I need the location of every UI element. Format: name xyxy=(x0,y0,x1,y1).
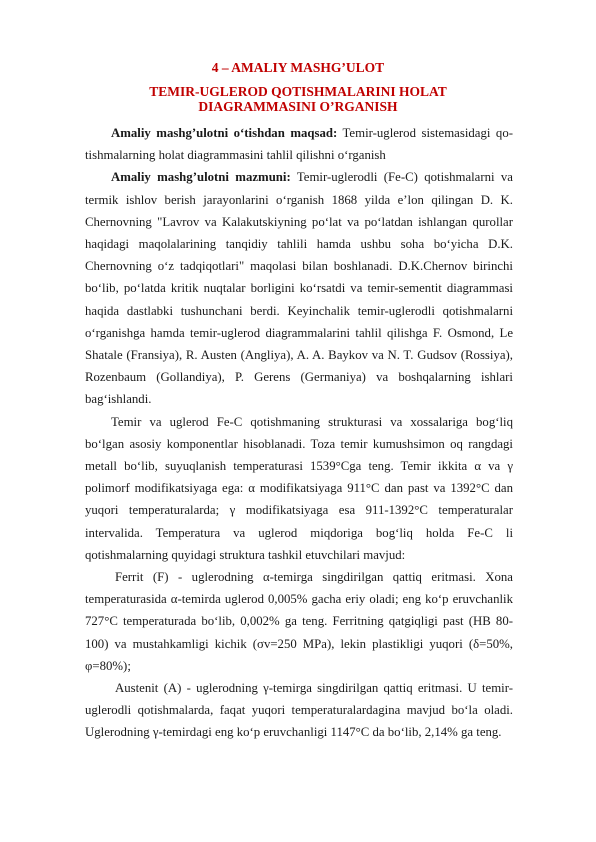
lesson-number-title: 4 – AMALIY MASHG’ULOT xyxy=(211,60,385,75)
lesson-topic-title-line2: DIAGRAMMASINI O’RGANISH xyxy=(198,99,398,114)
content-label: Amaliy mashg’ulotni mazmuni: xyxy=(111,170,291,185)
purpose-label: Amaliy mashg’ulotni o‘tishdan maqsad: xyxy=(111,126,338,140)
content-text: Temir-uglerodli (Fe-C) qotishmalarni va termik ishlov berish jarayonlarini o‘rganish 1868 yilda e’lon qilingan D. K. Chernovning "Lavrov va Kalakutskiyning po‘lat va po‘latdan ishlangan qurollar haqidagi maqolalarining tanqidiy tahlili hamda ushbu soha bo‘yicha D.K. Chernovning o‘z tadqiqotlari" maqolasi bilan boshlanadi. D.K.Chernov birinchi bo‘lib, po‘latda kritik nuqtalar borligini ko‘rsatdi va temir-sementit diagrammasi haqida dastlabki tushunchani berdi. Keyinchalik temir-uglerodli qotishmalarni o‘rganishga hamda temir-uglerod diagrammalarini tahlil qilishga F. Osmond, Le Shatale (Fransiya), R. Austen (Angliya), A. A. Baykov va N. T. Gudsov (Rossiya), Rozenbaum (Gollandiya), P. Gerens (Germaniya) va boshqalarning ishlari bag‘ishlandi. xyxy=(85,170,513,407)
paragraph-ferrite: Ferrit (F) - uglerodning α-temirga singdirilgan qattiq eritmasi. Xona temperaturasida α-temirda uglerod 0,005% gacha eriy oladi; eng ko‘p eruvchanlik 727°C temperaturada bo‘lib, 0,002% ga teng. Ferritning qatgiqligi past (HB 80-100) va mustahkamligi kichik (σv=250 MPa), lekin plastikligi yuqori (δ=50%, φ=80%); xyxy=(85,570,513,673)
paragraph-components: Temir va uglerod Fe-C qotishmaning strukturasi va xossalariga bog‘liq bo‘lgan asosiy komponentlar hisoblanadi. Toza temir kumushsimon oq rangdagi metall bo‘lib, suyuqlanish temperaturasi 1539°Cga teng. Temir ikkita α va γ polimorf modifikatsiyaga ega: α modifikatsiyaga 911°C dan past va 1392°C dan yuqori temperaturalarda; γ modifikatsiyaga esa 911-1392°C temperaturalar intervalida. Temperatura va uglerod miqdoriga bog‘liq holda Fe-C li qotishmalarning quyidagi struktura tashkil etuvchilari mavjud: xyxy=(85,414,513,562)
paragraph-content xyxy=(85,166,513,410)
document-body xyxy=(85,122,513,744)
purpose-text: Temir-uglerod sistemasidagi qo-tishmalarning holat diagrammasini tahlil qilishni o‘rganish xyxy=(85,126,513,163)
lesson-topic-title-line1: TEMIR-UGLEROD QOTISHMALARINI HOLAT xyxy=(149,84,447,99)
paragraph-austenite: Austenit (A) - uglerodning γ-temirga singdirilgan qattiq eritmasi. U temir-uglerodli qotishmalarda, faqat yuqori temperaturalardagina mavjud bo‘la oladi. Uglerodning γ-temirdagi eng ko‘p eruvchanligi 1147°C da bo‘lib, 2,14% ga teng. xyxy=(85,681,513,740)
paragraph-purpose xyxy=(85,122,513,166)
